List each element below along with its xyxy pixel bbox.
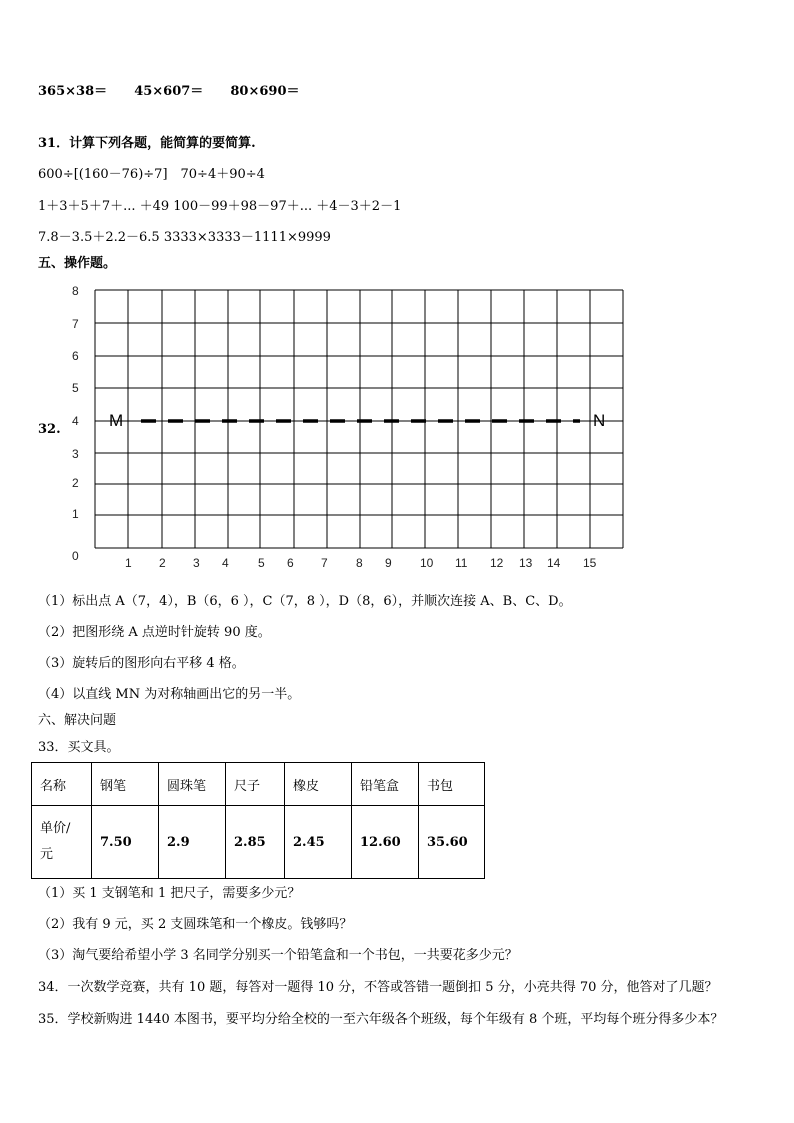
calc-item: 45×607＝ (134, 84, 204, 99)
q32-number: 32. (38, 422, 61, 437)
calc-item: 80×690＝ (230, 84, 300, 99)
x-axis-label: 4 (222, 556, 229, 570)
x-axis-label: 1 (125, 556, 132, 570)
table-cell: 钢笔 (92, 763, 159, 806)
y-axis-label: 8 (72, 284, 79, 298)
q32-task-1: （1）标出点 A（7，4），B（6，6 ），C（7，8 ），D（8，6），并顺次连接 A、B、C、D。 (38, 594, 572, 609)
x-axis-label: 10 (420, 556, 434, 570)
point-n-label: N (593, 411, 606, 430)
table-cell: 7.50 (92, 806, 159, 879)
q35-text: 35．学校新购进 1440 本图书，要平均分给全校的一至六年级各个班级，每个年级有 8 个班，平均每个班分得多少本？ (38, 1012, 724, 1027)
y-axis-label: 7 (72, 317, 79, 331)
y-axis-label: 0 (72, 549, 79, 563)
x-axis-label: 14 (547, 556, 561, 570)
q31-title: 31．计算下列各题，能简算的要简算. (38, 136, 256, 151)
table-cell: 橡皮 (285, 763, 352, 806)
table-cell: 铅笔盒 (352, 763, 419, 806)
price-table (31, 762, 485, 879)
y-axis-label: 6 (72, 349, 79, 363)
table-cell: 2.85 (226, 806, 285, 879)
q31-row2: 1＋3＋5＋7＋... ＋49 100－99＋98－97＋... ＋4－3＋2－1 (38, 199, 402, 214)
row-label-line: 单价/ (40, 821, 71, 836)
y-axis-label: 4 (72, 414, 79, 428)
x-axis-label: 3 (193, 556, 200, 570)
x-axis-label: 2 (159, 556, 166, 570)
x-axis-label: 15 (583, 556, 597, 570)
x-axis-label: 12 (490, 556, 504, 570)
table-cell: 书包 (419, 763, 485, 806)
x-axis-label: 6 (287, 556, 294, 570)
q33-title: 33．买文具。 (38, 740, 120, 755)
table-header-row (32, 763, 485, 806)
table-cell: 2.9 (159, 806, 226, 879)
point-m-label: M (109, 411, 124, 430)
table-cell: 2.45 (285, 806, 352, 879)
x-axis-label: 13 (519, 556, 533, 570)
q33-question-1: （1）买 1 支钢笔和 1 把尺子，需要多少元？ (38, 886, 301, 901)
table-cell: 圆珠笔 (159, 763, 226, 806)
q33-question-3: （3）淘气要给希望小学 3 名同学分别买一个铅笔盒和一个书包，一共要花多少元？ (38, 948, 518, 963)
y-axis-label: 5 (72, 381, 79, 395)
q32-task-2: （2）把图形绕 A 点逆时针旋转 90 度。 (38, 625, 271, 640)
x-axis-label: 5 (258, 556, 265, 570)
y-axis-label: 2 (72, 476, 79, 490)
table-row (32, 806, 485, 879)
x-axis-label: 7 (321, 556, 328, 570)
section-6-heading: 六、解决问题 (38, 713, 117, 728)
q31-row1: 600÷[(160－76)÷7] 70÷4＋90÷4 (38, 167, 265, 182)
x-axis-label: 9 (385, 556, 392, 570)
x-axis-label: 8 (356, 556, 363, 570)
table-cell: 35.60 (419, 806, 485, 879)
table-cell: 12.60 (352, 806, 419, 879)
y-axis-label: 1 (72, 507, 79, 521)
table-cell: 尺子 (226, 763, 285, 806)
y-axis-label: 3 (72, 447, 79, 461)
q32-task-4: （4）以直线 MN 为对称轴画出它的另一半。 (38, 687, 301, 702)
section-5-heading: 五、操作题。 (38, 256, 117, 271)
x-axis-label: 11 (455, 556, 468, 570)
calc-item: 365×38＝ (38, 84, 108, 99)
q34-text: 34．一次数学竞赛，共有 10 题，每答对一题得 10 分，不答或答错一题倒扣 5 分，小亮共得 70 分，他答对了几题？ (38, 980, 718, 995)
table-cell (32, 806, 92, 879)
q31-row3: 7.8－3.5＋2.2－6.5 3333×3333－1111×9999 (38, 230, 331, 245)
row-label-line: 元 (40, 847, 54, 862)
q32-task-3: （3）旋转后的图形向右平移 4 格。 (38, 656, 245, 671)
table-cell: 名称 (32, 763, 92, 806)
q33-question-2: （2）我有 9 元，买 2 支圆珠笔和一个橡皮。钱够吗？ (38, 917, 353, 932)
